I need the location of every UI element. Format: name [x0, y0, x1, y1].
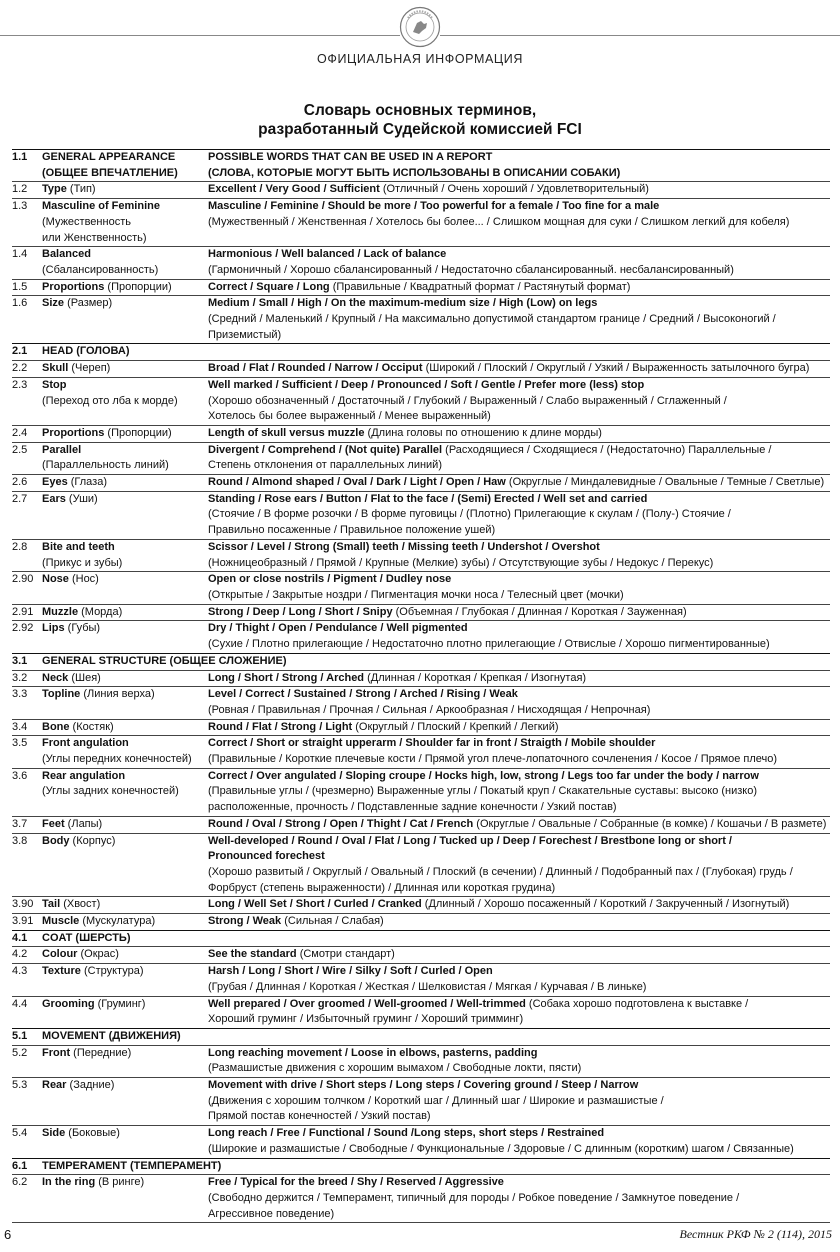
title-line-2: разработанный Судейской комиссией FCI	[258, 121, 582, 138]
english-terms: Harmonious / Well balanced / Lack of balance	[208, 248, 447, 261]
english-terms: Long / Short / Strong / Arched	[208, 671, 365, 684]
russian-terms: (Правильные / Короткие плечевые кости / Прямой угол плече-лопаточного сочленения / Косое / Прямое плечо)	[208, 753, 778, 766]
english-terms: Standing / Rose ears / Button / Flat to the face / (Semi) Erected / Well set and carried	[208, 492, 648, 505]
term-cell	[42, 443, 208, 474]
description-cell	[208, 1175, 830, 1222]
term-name: GENERAL APPEARANCE	[42, 151, 176, 163]
term-name: Balanced	[42, 248, 91, 261]
english-terms: Dry / Thight / Open / Pendulance / Well pigmented	[208, 622, 468, 635]
table-row	[12, 295, 830, 343]
english-terms: Long reaching movement / Loose in elbows, pasterns, padding	[208, 1046, 538, 1059]
journal-name: Вестник РКФ № 2 (114), 2015	[679, 1227, 832, 1241]
term-name: Bone	[42, 720, 70, 733]
term-number: 3.91	[12, 915, 34, 928]
term-cell	[42, 914, 208, 930]
russian-terms: (Округлые / Миндалевидные / Овальные / Темные / Светлые)	[505, 476, 825, 489]
term-cell	[42, 964, 208, 995]
term-name: Tail	[42, 898, 61, 911]
term-name: Neck	[42, 671, 69, 684]
term-cell	[42, 344, 830, 360]
description-cell	[208, 492, 830, 539]
term-translation: (Уши)	[65, 492, 98, 505]
description-cell	[208, 834, 830, 897]
english-terms: Strong / Weak	[208, 915, 282, 928]
term-number: 4.1	[12, 931, 28, 944]
description-cell	[208, 378, 830, 425]
term-cell	[42, 378, 208, 425]
term-cell	[42, 540, 208, 571]
term-translation: (Шея)	[68, 671, 101, 684]
table-row	[12, 653, 830, 670]
english-terms: Strong / Deep / Long / Short / Snipy	[208, 605, 393, 618]
term-cell	[42, 572, 208, 603]
russian-terms: (Правильные / Квадратный формат / Растянутый формат)	[329, 280, 631, 293]
term-cell	[42, 931, 830, 947]
russian-terms: (Грубая / Длинная / Короткая / Жесткая / Шелковистая / Мягкая / Курчавая / В линьке)	[208, 980, 647, 993]
term-number: 3.1	[12, 654, 28, 667]
term-cell	[42, 605, 208, 621]
term-cell	[42, 1078, 208, 1125]
term-cell	[42, 947, 208, 963]
term-translation: (Глаза)	[67, 476, 107, 489]
term-name: Colour	[42, 948, 78, 961]
term-translation: (Череп)	[68, 362, 111, 375]
term-name: Skull	[42, 362, 69, 375]
term-number: 2.1	[12, 345, 28, 358]
description-cell	[208, 1046, 830, 1077]
term-number: 6.1	[12, 1159, 28, 1172]
table-row	[12, 896, 830, 913]
term-name: Type	[42, 183, 67, 196]
table-row	[12, 181, 830, 198]
term-number: 5.3	[12, 1079, 28, 1092]
term-cell	[42, 736, 208, 767]
header-rule-left	[0, 35, 400, 36]
description-cell	[208, 475, 830, 491]
table-row	[12, 686, 830, 718]
page-footer	[0, 1227, 840, 1247]
term-translation: (Мужественность или Женственность)	[42, 215, 147, 244]
russian-terms: (Смотри стандарт)	[296, 948, 395, 961]
term-name: TEMPERAMENT (ТЕМПЕРАМЕНТ)	[42, 1159, 222, 1172]
term-number: 2.92	[12, 622, 34, 635]
russian-terms: (Стоячие / В форме розочки / В форме пуговицы / (Плотно) Прилегающие к скулам / (Полу-) Стоячие / Правильно посаженные / Правильное положение ушей)	[208, 508, 731, 537]
english-terms: Correct / Short or straight upperarm / Shoulder far in front / Straigth / Mobile shoulder	[208, 737, 656, 750]
term-translation: (Переход ото лба к морде)	[42, 394, 178, 407]
english-terms: Round / Oval / Strong / Open / Thight / Cat / French	[208, 817, 474, 830]
table-row	[12, 343, 830, 360]
term-name: Side	[42, 1127, 66, 1140]
english-terms: Level / Correct / Sustained / Strong / Arched / Rising / Weak	[208, 688, 518, 701]
english-terms: Well marked / Sufficient / Deep / Pronounced / Soft / Gentle / Prefer more (less) stop	[208, 378, 645, 391]
term-name: Ears	[42, 492, 66, 505]
term-number: 1.4	[12, 248, 28, 261]
english-terms: Correct / Over angulated / Sloping croupe / Hocks high, low, strong / Legs too far under the body / narrow	[208, 769, 759, 782]
term-translation: (Линия верха)	[80, 688, 155, 701]
term-number: 2.5	[12, 443, 28, 456]
description-cell	[208, 671, 830, 687]
table-row	[12, 377, 830, 425]
russian-terms: (Свободно держится / Темперамент, типичный для породы / Робкое поведение / Замкнутое поведение / Агрессивное поведение)	[208, 1192, 740, 1220]
description-cell	[208, 621, 830, 652]
description-cell	[208, 720, 830, 736]
term-translation: (Костяк)	[69, 720, 114, 733]
term-name: Parallel	[42, 443, 82, 456]
term-translation: (Лапы)	[64, 817, 103, 830]
russian-terms: (Округлый / Плоский / Крепкий / Легкий)	[352, 720, 559, 733]
description-cell	[208, 964, 830, 995]
term-number: 2.2	[12, 362, 28, 375]
term-number: 3.3	[12, 688, 28, 701]
page-title	[0, 101, 840, 139]
term-cell	[42, 1175, 208, 1222]
term-number: 4.4	[12, 997, 28, 1010]
russian-terms: (Гармоничный / Хорошо сбалансированный / Недостаточно сбалансированный. несбалансированный)	[208, 263, 734, 276]
term-translation: (ОБЩЕЕ ВПЕЧАТЛЕНИЕ)	[42, 166, 178, 179]
page-number: 6	[4, 1227, 12, 1242]
term-translation: (Структура)	[80, 965, 144, 978]
english-terms: Scissor / Level / Strong (Small) teeth / Missing teeth / Undershot / Overshot	[208, 540, 600, 553]
term-translation: (Сбалансированность)	[42, 263, 159, 276]
term-translation: (Мускулатура)	[79, 915, 156, 928]
english-terms: Well prepared / Over groomed / Well-groomed / Well-trimmed	[208, 997, 526, 1010]
russian-terms: (Размашистые движения с хорошим вымахом / Свободные локти, пясти)	[208, 1062, 582, 1075]
english-terms: Broad / Flat / Rounded / Narrow / Occiput	[208, 362, 423, 375]
table-row	[12, 474, 830, 491]
term-name: HEAD (ГОЛОВА)	[42, 345, 130, 358]
description-cell	[208, 736, 830, 767]
english-terms: See the standard	[208, 948, 297, 961]
section-label: ОФИЦИАЛЬНАЯ ИНФОРМАЦИЯ	[317, 52, 523, 66]
term-number: 3.90	[12, 898, 34, 911]
term-name: Eyes	[42, 476, 68, 489]
term-number: 3.2	[12, 671, 28, 684]
table-row	[12, 1045, 830, 1077]
term-number: 2.4	[12, 426, 28, 439]
term-cell	[42, 687, 208, 718]
english-terms: Length of skull versus muzzle	[208, 426, 365, 439]
term-translation: (Задние)	[66, 1079, 115, 1092]
russian-terms: (Открытые / Закрытые ноздри / Пигментация мочки носа / Телесный цвет (мочки)	[208, 588, 624, 601]
term-name: Front angulation	[42, 737, 129, 750]
table-row	[12, 963, 830, 995]
term-cell	[42, 296, 208, 343]
term-cell	[42, 1029, 830, 1045]
table-row	[12, 491, 830, 539]
term-translation: (Боковые)	[65, 1127, 120, 1140]
term-translation: (Размер)	[64, 297, 113, 310]
table-row	[12, 539, 830, 571]
term-name: Muzzle	[42, 605, 79, 618]
term-cell	[42, 150, 208, 181]
table-row	[12, 670, 830, 687]
russian-terms: (Правильные углы / (чрезмерно) Выраженные углы / Покатый круп / Скакательные суставы: высоко (низко) расположенные, прочность / Подставленные задние конечности / Узкий постав)	[208, 785, 758, 814]
table-row	[12, 930, 830, 947]
russian-terms: (Средний / Маленький / Крупный / На максимально допустимой стандартом границе / Средний / Высоконогий / Приземистый)	[208, 313, 776, 341]
description-cell	[208, 182, 830, 198]
russian-terms: (Округлые / Овальные / Собранные (в комке) / Кошачьи / В размете)	[473, 817, 827, 830]
term-number: 1.6	[12, 297, 28, 310]
table-row	[12, 1028, 830, 1045]
english-terms: Long reach / Free / Functional / Sound /Long steps, short steps / Restrained	[208, 1127, 605, 1140]
term-name: Lips	[42, 622, 65, 635]
term-number: 2.6	[12, 476, 28, 489]
term-name: Front	[42, 1046, 71, 1059]
term-cell	[42, 247, 208, 278]
english-terms: Long / Well Set / Short / Curled / Cranked	[208, 898, 422, 911]
term-name: Feet	[42, 817, 65, 830]
term-cell	[42, 671, 208, 687]
term-number: 3.7	[12, 817, 28, 830]
description-cell	[208, 997, 830, 1028]
english-terms: Well-developed / Round / Oval / Flat / Long / Tucked up / Deep / Forechest / Brestbone long or short / Pronounced forechest	[208, 834, 732, 863]
russian-terms: (Длинная / Короткая / Крепкая / Изогнутая)	[364, 671, 587, 684]
term-name: Rear angulation	[42, 769, 126, 782]
russian-terms: (Мужественный / Женственная / Хотелось бы более... / Слишком мощная для суки / Слишком легкий для кобеля)	[208, 215, 790, 228]
term-cell	[42, 654, 830, 670]
term-number: 4.3	[12, 965, 28, 978]
term-name: Body	[42, 834, 70, 847]
russian-terms: Степень отклонения от параллельных линий)	[208, 459, 442, 472]
term-cell	[42, 426, 208, 442]
term-number: 4.2	[12, 948, 28, 961]
term-name: Grooming	[42, 997, 95, 1010]
term-cell	[42, 280, 208, 296]
term-cell	[42, 492, 208, 539]
term-number: 2.91	[12, 605, 34, 618]
description-cell	[208, 914, 830, 930]
russian-terms: (Широкий / Плоский / Округлый / Узкий / Выраженность затылочного бугра)	[422, 362, 810, 375]
description-cell	[208, 769, 830, 816]
russian-terms: (Длинный / Хорошо посаженный / Короткий / Закрученный / Изогнутый)	[421, 898, 790, 911]
english-terms: Free / Typical for the breed / Shy / Reserved / Aggressive	[208, 1176, 504, 1189]
term-name: Size	[42, 297, 65, 310]
table-row	[12, 571, 830, 603]
russian-terms: (Сухие / Плотно прилегающие / Недостаточно плотно прилегающие / Отвислые / Хорошо пигментированные)	[208, 638, 770, 651]
description-cell	[208, 687, 830, 718]
table-row	[12, 719, 830, 736]
term-translation: (Параллельность линий)	[42, 459, 169, 472]
english-terms: Movement with drive / Short steps / Long steps / Covering ground / Steep / Narrow	[208, 1079, 639, 1092]
term-number: 5.4	[12, 1127, 28, 1140]
russian-terms: (Объемная / Глубокая / Длинная / Короткая / Зауженная)	[392, 605, 687, 618]
table-row	[12, 833, 830, 897]
table-row	[12, 149, 830, 181]
russian-terms: (Широкие и размашистые / Свободные / Функциональные / Здоровые / С длинным (коротким) шагом / Связанные)	[208, 1142, 794, 1155]
english-terms: POSSIBLE WORDS THAT CAN BE USED IN A REPORT	[208, 151, 493, 163]
table-row	[12, 735, 830, 767]
term-number: 2.8	[12, 540, 28, 553]
table-row	[12, 246, 830, 278]
term-translation: (Корпус)	[69, 834, 116, 847]
term-cell	[42, 897, 208, 913]
description-cell	[208, 247, 830, 278]
description-cell	[208, 361, 830, 377]
term-number: 3.4	[12, 720, 28, 733]
term-number: 6.2	[12, 1176, 28, 1189]
term-name: GENERAL STRUCTURE (ОБЩЕЕ СЛОЖЕНИЕ)	[42, 654, 287, 667]
russian-terms: (Хорошо развитый / Округлый / Овальный / Плоский (в сечении) / Длинный / Подобранный пах / (Глубокая) грудь / Форбруст (степень выраженности) / Длинная или короткая грудина)	[208, 865, 793, 894]
table-row	[12, 425, 830, 442]
english-terms: Masculine / Feminine / Should be more / Too powerful for a female / Too fine for a male	[208, 200, 660, 213]
term-name: Masculine of Feminine	[42, 200, 160, 213]
table-row	[12, 1077, 830, 1125]
russian-terms: (Ровная / Правильная / Прочная / Сильная / Аркообразная / Нисходящая / Непрочная)	[208, 703, 651, 716]
russian-terms: (Отличный / Очень хороший / Удовлетворительный)	[379, 183, 649, 196]
english-terms: Round / Flat / Strong / Light	[208, 720, 353, 733]
table-row	[12, 1174, 830, 1223]
title-line-1: Словарь основных терминов,	[303, 102, 537, 119]
term-translation: (Тип)	[66, 183, 96, 196]
russian-terms: (Хорошо обозначенный / Достаточный / Глубокий / Выраженный / Слабо выраженный / Сглаженный / Хотелось бы более выраженный / Менее выраженный)	[208, 394, 727, 423]
table-row	[12, 360, 830, 377]
term-translation: (Хвост)	[60, 898, 101, 911]
russian-terms: (Расходящиеся / Сходящиеся / (Недостаточно) Параллельные /	[442, 443, 772, 456]
description-cell	[208, 1126, 830, 1157]
term-name: Texture	[42, 965, 81, 978]
term-cell	[42, 361, 208, 377]
term-name: Topline	[42, 688, 81, 701]
term-number: 5.1	[12, 1029, 28, 1042]
rkf-seal-logo-icon	[399, 6, 441, 48]
term-name: Muscle	[42, 915, 80, 928]
term-translation: (В ринге)	[95, 1176, 145, 1189]
term-cell	[42, 769, 208, 816]
term-translation: (Губы)	[64, 622, 101, 635]
term-number: 1.2	[12, 183, 28, 196]
description-cell	[208, 296, 830, 343]
table-row	[12, 1158, 830, 1175]
table-row	[12, 1125, 830, 1157]
term-cell	[42, 1126, 208, 1157]
term-cell	[42, 997, 208, 1028]
english-terms: Correct / Square / Long	[208, 280, 330, 293]
term-cell	[42, 182, 208, 198]
term-cell	[42, 475, 208, 491]
term-translation: (Морда)	[78, 605, 123, 618]
term-number: 3.6	[12, 769, 28, 782]
table-row	[12, 768, 830, 816]
description-cell	[208, 817, 830, 833]
table-row	[12, 198, 830, 246]
term-name: COAT (ШЕРСТЬ)	[42, 931, 131, 944]
description-cell	[208, 897, 830, 913]
glossary-table	[12, 149, 830, 1223]
table-row	[12, 913, 830, 930]
term-cell	[42, 720, 208, 736]
term-cell	[42, 621, 208, 652]
header-rule-right	[440, 35, 840, 36]
description-cell	[208, 572, 830, 603]
term-number: 5.2	[12, 1046, 28, 1059]
term-number: 2.7	[12, 492, 28, 505]
term-translation: (Окрас)	[77, 948, 119, 961]
term-number: 1.5	[12, 280, 28, 293]
term-translation: (Пропорции)	[104, 280, 172, 293]
term-name: Proportions	[42, 426, 105, 439]
term-number: 1.3	[12, 200, 28, 213]
description-cell	[208, 150, 830, 181]
russian-terms: (Собака хорошо подготовлена к выставке /	[525, 997, 749, 1010]
russian-terms: (СЛОВА, КОТОРЫЕ МОГУТ БЫТЬ ИСПОЛЬЗОВАНЫ В ОПИСАНИИ СОБАКИ)	[208, 166, 621, 179]
term-cell	[42, 834, 208, 897]
description-cell	[208, 199, 830, 246]
russian-terms: (Длина головы по отношению к длине морды)	[364, 426, 602, 439]
english-terms: Harsh / Long / Short / Wire / Silky / Soft / Curled / Open	[208, 965, 493, 978]
table-row	[12, 279, 830, 296]
table-row	[12, 946, 830, 963]
term-translation: (Пропорции)	[104, 426, 172, 439]
term-translation: (Передние)	[70, 1046, 132, 1059]
table-row	[12, 816, 830, 833]
term-translation: (Углы передних конечностей)	[42, 753, 192, 766]
term-cell	[42, 1159, 830, 1175]
russian-terms: (Сильная / Слабая)	[281, 915, 384, 928]
description-cell	[208, 426, 830, 442]
russian-terms: (Движения с хорошим толчком / Короткий шаг / Длинный шаг / Широкие и размашистые / Прямой постав конечностей / Узкий постав)	[208, 1094, 664, 1123]
term-number: 3.5	[12, 737, 28, 750]
russian-terms: (Ножницеобразный / Прямой / Крупные (Мелкие) зубы) / Отсутствующие зубы / Недокус / Перекус)	[208, 556, 714, 569]
term-name: Stop	[42, 378, 67, 391]
term-cell	[42, 199, 208, 246]
table-row	[12, 442, 830, 474]
term-translation: (Груминг)	[94, 997, 146, 1010]
term-name: In the ring	[42, 1176, 96, 1189]
english-terms: Open or close nostrils / Pigment / Dudley nose	[208, 573, 452, 586]
description-cell	[208, 280, 830, 296]
english-terms: Round / Almond shaped / Oval / Dark / Light / Open / Haw	[208, 476, 506, 489]
term-name: Bite and teeth	[42, 540, 115, 553]
english-terms: Medium / Small / High / On the maximum-medium size / High (Low) on legs	[208, 297, 598, 310]
term-name: MOVEMENT (ДВИЖЕНИЯ)	[42, 1029, 181, 1042]
term-number: 2.3	[12, 378, 28, 391]
term-translation: (Прикус и зубы)	[42, 556, 123, 569]
table-row	[12, 996, 830, 1028]
term-name: Nose	[42, 573, 69, 586]
description-cell	[208, 947, 830, 963]
english-terms: Excellent / Very Good / Sufficient	[208, 183, 380, 196]
term-name: Proportions	[42, 280, 105, 293]
english-terms: Divergent / Comprehend / (Not quite) Parallel	[208, 443, 443, 456]
russian-terms: Хороший груминг / Избыточный груминг / Хороший тримминг)	[208, 1013, 524, 1026]
description-cell	[208, 443, 830, 474]
term-cell	[42, 1046, 208, 1077]
table-row	[12, 620, 830, 652]
term-translation: (Нос)	[68, 573, 99, 586]
term-name: Rear	[42, 1079, 67, 1092]
term-number: 2.90	[12, 573, 34, 586]
term-number: 3.8	[12, 834, 28, 847]
term-translation: (Углы задних конечностей)	[42, 785, 179, 798]
description-cell	[208, 605, 830, 621]
term-cell	[42, 817, 208, 833]
table-row	[12, 604, 830, 621]
description-cell	[208, 540, 830, 571]
description-cell	[208, 1078, 830, 1125]
term-number: 1.1	[12, 151, 28, 163]
